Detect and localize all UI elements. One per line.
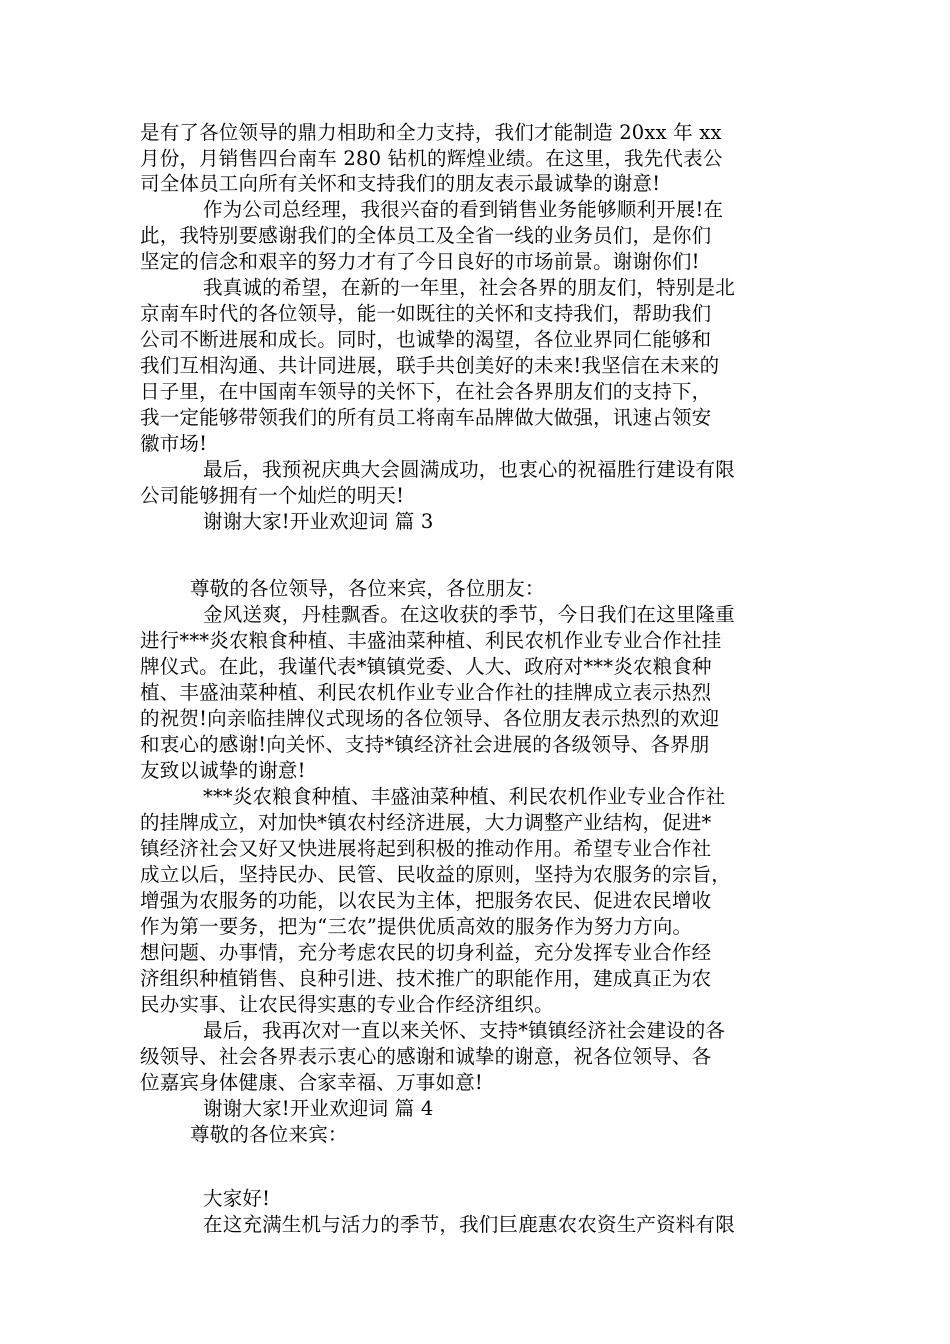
text-line: 民办实事、让农民得实惠的专业合作经济组织。 [140, 993, 554, 1016]
text-line: 是有了各位领导的鼎力相助和全力支持，我们才能制造 20xx 年 xx [140, 121, 722, 144]
text-line: 公司能够拥有一个灿烂的明天! [140, 484, 405, 507]
text-line: 成立以后，坚持民办、民管、民收益的原则，坚持为农服务的宗旨， [140, 863, 732, 886]
section-heading: 谢谢大家!开业欢迎词 篇 3 [203, 510, 434, 533]
text-line: 级领导、社会各界表示衷心的感谢和诚挚的谢意，祝各位领导、各 [140, 1045, 712, 1068]
text-line: 此，我特别要感谢我们的全体员工及全省一线的业务员们，是你们 [140, 224, 712, 247]
text-line: 增强为农服务的功能，以农民为主体，把服务农民、促进农民增收 [140, 889, 712, 912]
section-heading: 谢谢大家!开业欢迎词 篇 4 [203, 1097, 434, 1120]
text-line: 植、丰盛油菜种植、利民农机作业专业合作社的挂牌成立表示热烈 [140, 681, 712, 704]
text-line: 进行***炎农粮食种植、丰盛油菜种植、利民农机作业专业合作社挂 [140, 629, 722, 652]
text-line: 镇经济社会又好又快进展将起到积极的推动作用。希望专业合作社 [140, 837, 712, 860]
text-line: 徽市场! [140, 432, 208, 455]
text-line: 牌仪式。在此，我谨代表*镇镇党委、人大、政府对***炎农粮食种 [140, 655, 712, 678]
text-line: ***炎农粮食种植、丰盛油菜种植、利民农机作业专业合作社 [203, 785, 726, 808]
text-line: 坚定的信念和艰辛的努力才有了今日良好的市场前景。谢谢你们! [140, 250, 700, 273]
text-line: 我一定能够带领我们的所有员工将南车品牌做大做强，讯速占领安 [140, 406, 712, 429]
text-line: 最后，我预祝庆典大会圆满成功，也衷心的祝福胜行建设有限 [203, 458, 735, 481]
salutation: 尊敬的各位领导，各位来宾，各位朋友： [190, 577, 545, 600]
text-line: 公司不断进展和成长。同时，也诚挚的渴望，各位业界同仁能够和 [140, 328, 712, 351]
text-line: 和衷心的感谢!向关怀、支持*镇经济社会进展的各级领导、各界朋 [140, 733, 710, 756]
text-line: 的祝贺!向亲临挂牌仪式现场的各位领导、各位朋友表示热烈的欢迎 [140, 707, 720, 730]
text-line: 想问题、办事情，充分考虑农民的切身利益，充分发挥专业合作经 [140, 941, 712, 964]
text-line: 我真诚的希望，在新的一年里，社会各界的朋友们，特别是北 [203, 276, 735, 299]
text-line: 京南车时代的各位领导，能一如既往的关怀和支持我们，帮助我们 [140, 302, 712, 325]
text-line: 金风送爽，丹桂飘香。在这收获的季节，今日我们在这里隆重 [203, 603, 735, 626]
salutation: 尊敬的各位来宾： [190, 1123, 348, 1146]
text-line: 最后，我再次对一直以来关怀、支持*镇镇经济社会建设的各 [203, 1019, 726, 1042]
text-line: 位嘉宾身体健康、合家幸福、万事如意! [140, 1071, 483, 1094]
text-line: 的挂牌成立，对加快*镇农村经济进展，大力调整产业结构，促进* [140, 811, 712, 834]
text-line: 友致以诚挚的谢意! [140, 759, 306, 782]
text-line: 司全体员工向所有关怀和支持我们的朋友表示最诚挚的谢意! [140, 172, 661, 195]
text-line: 济组织种植销售、良种引进、技术推广的职能作用，建成真正为农 [140, 967, 712, 990]
text-line: 月份，月销售四台南车 280 钻机的辉煌业绩。在这里，我先代表公 [140, 147, 723, 170]
text-line: 作为公司总经理，我很兴奋的看到销售业务能够顺利开展!在 [203, 198, 724, 221]
text-line: 在这充满生机与活力的季节，我们巨鹿惠农农资生产资料有限 [203, 1213, 735, 1236]
text-line: 日子里，在中国南车领导的关怀下，在社会各界朋友们的支持下， [140, 380, 712, 403]
text-line: 作为第一要务，把为“三农”提供优质高效的服务作为努力方向。 [140, 915, 693, 938]
text-line: 我们互相沟通、共计同进展，联手共创美好的未来!我坚信在未来的 [140, 354, 720, 377]
greeting: 大家好! [203, 1187, 271, 1210]
